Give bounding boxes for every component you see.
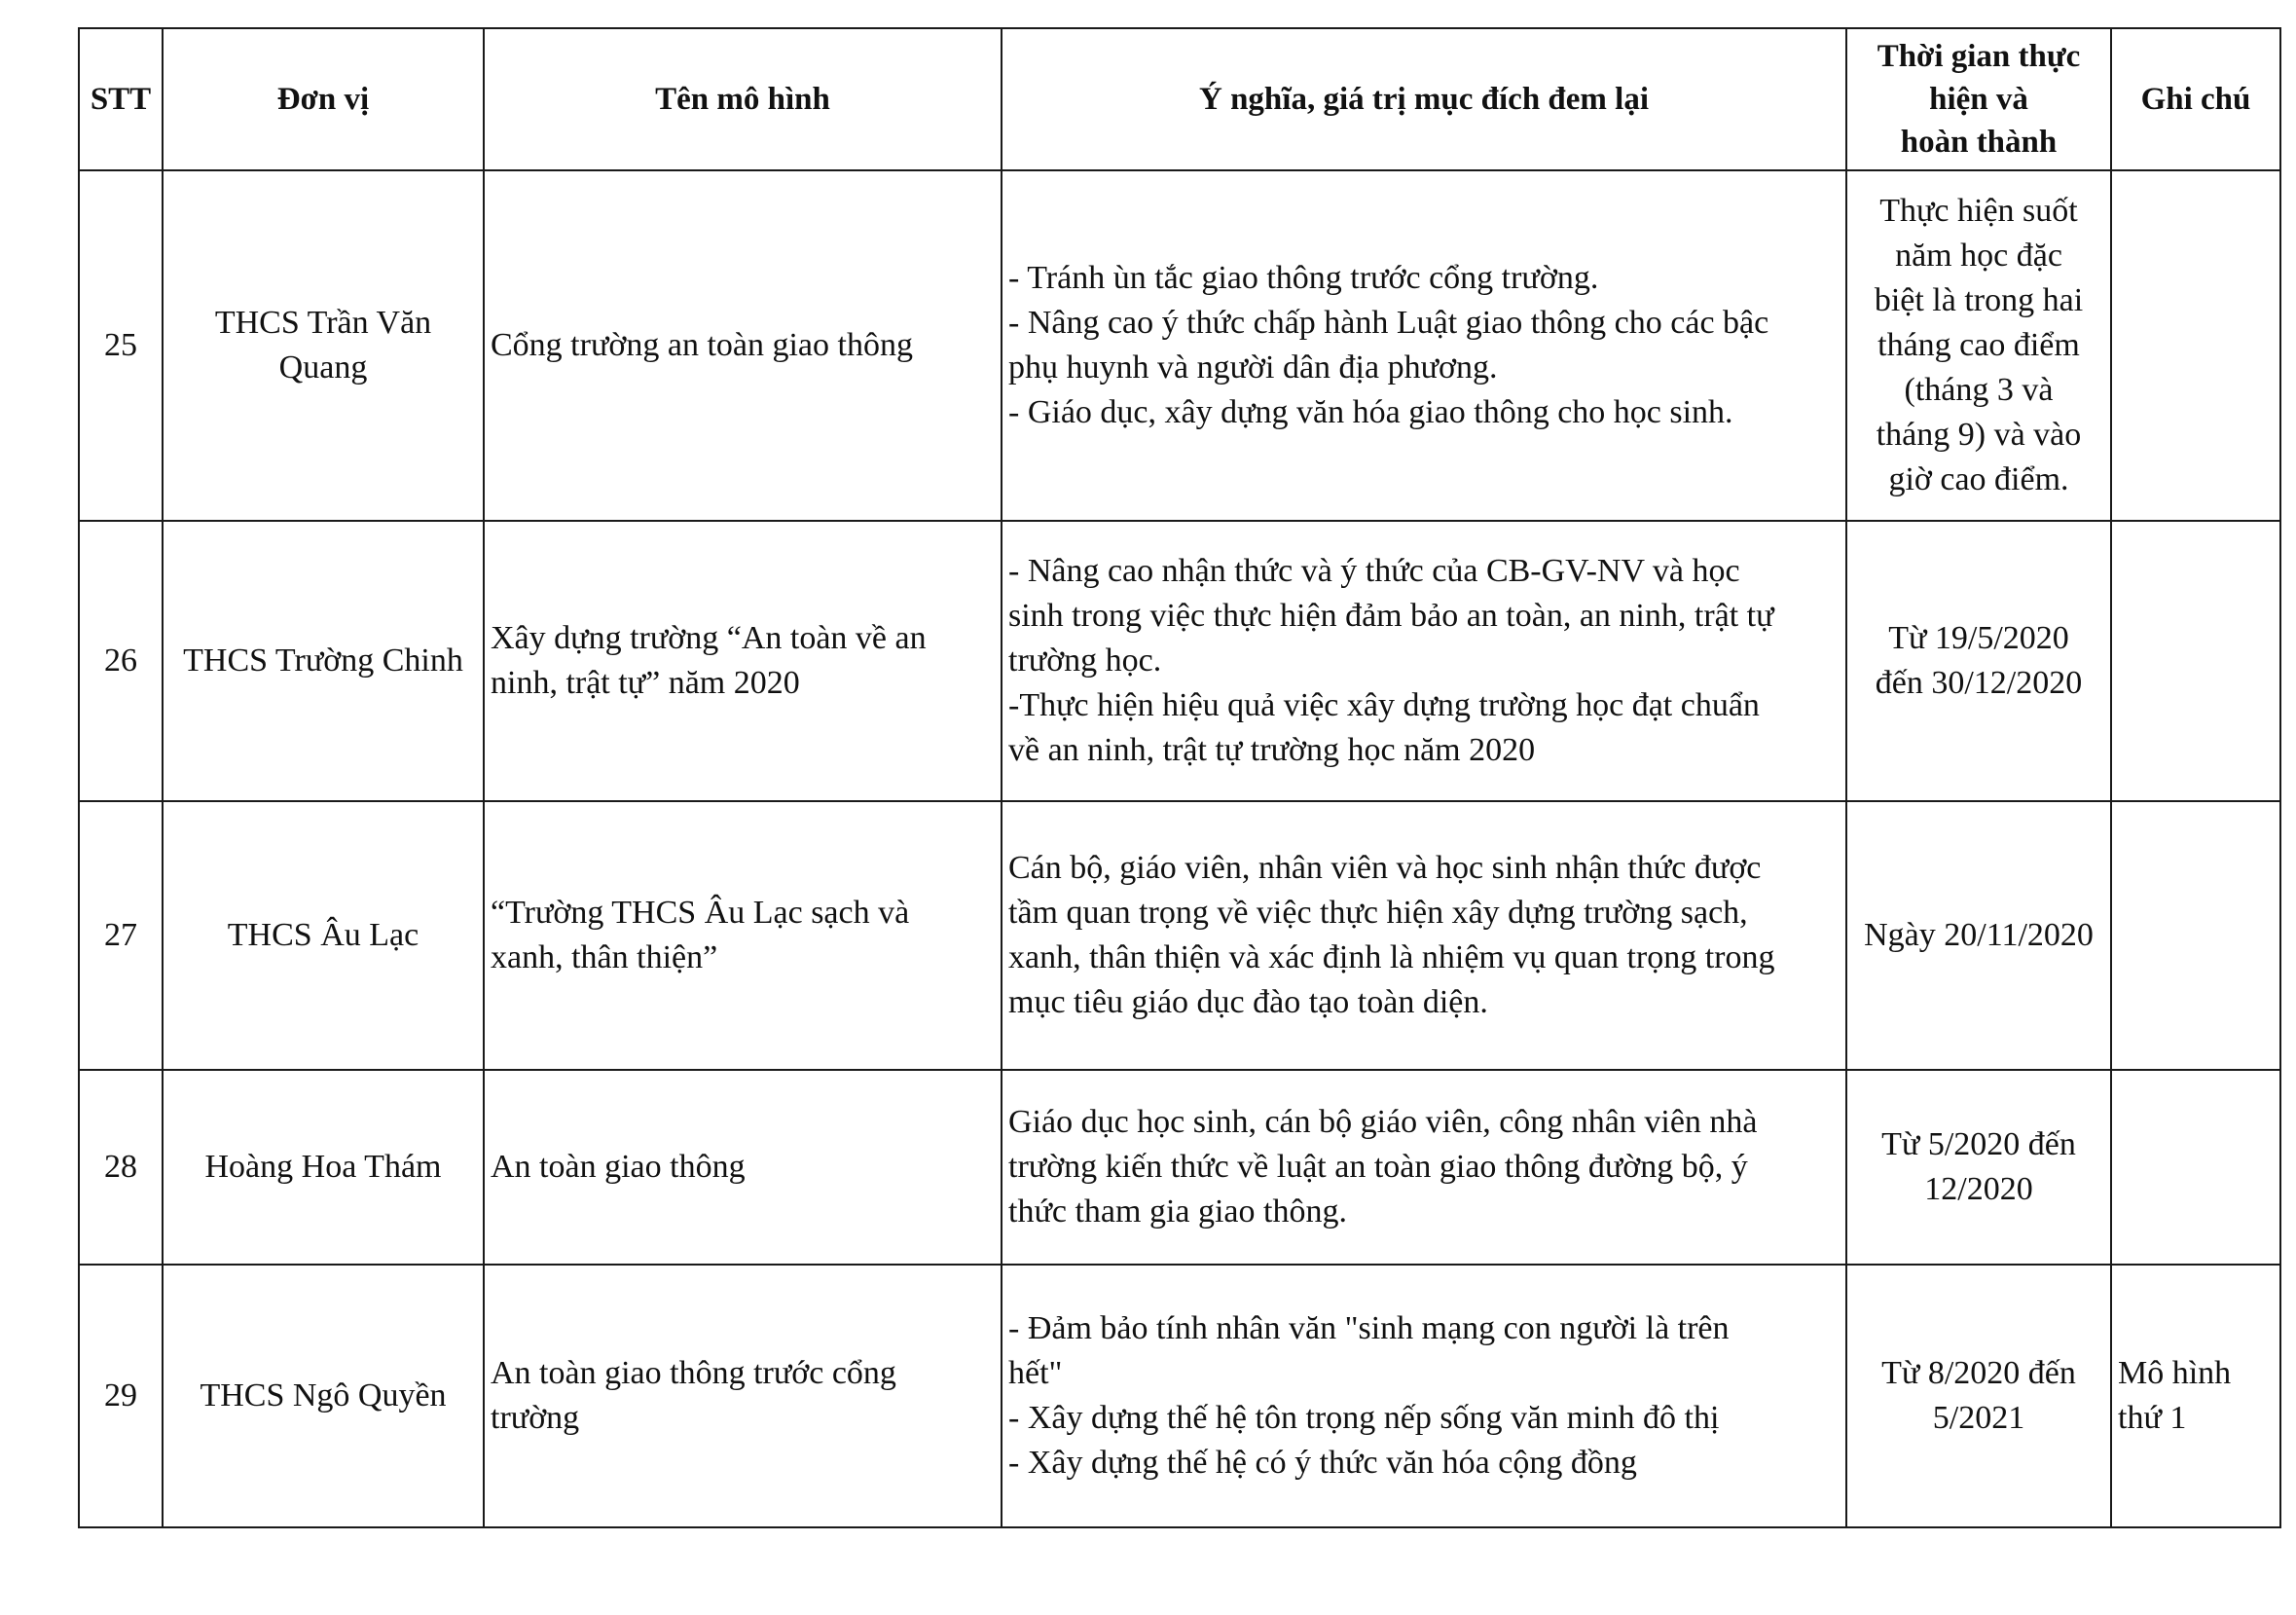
cell-ten-mo-hinh-line: trường	[491, 1400, 580, 1436]
cell-thoi-gian	[1846, 1070, 2111, 1265]
cell-y-nghia-line: sinh trong việc thực hiện đảm bảo an toàn, an ninh, trật tự	[1008, 598, 1774, 634]
cell-y-nghia	[1002, 1265, 1846, 1527]
cell-don-vi	[163, 1265, 484, 1527]
cell-thoi-gian-line: 5/2021	[1932, 1400, 2025, 1436]
cell-ghi-chu	[2111, 1265, 2280, 1527]
cell-ten-mo-hinh-line: xanh, thân thiện”	[491, 939, 718, 975]
cell-y-nghia-line: -Thực hiện hiệu quả việc xây dựng trường học đạt chuẩn	[1008, 687, 1760, 723]
cell-thoi-gian-line: tháng 9) và vào	[1876, 417, 2082, 453]
cell-y-nghia-line: - Giáo dục, xây dựng văn hóa giao thông cho học sinh.	[1008, 394, 1733, 430]
cell-thoi-gian-line: Từ 8/2020 đến	[1881, 1355, 2076, 1391]
header-don-vi: Đơn vị	[163, 28, 484, 170]
cell-thoi-gian-line: Từ 5/2020 đến	[1881, 1126, 2076, 1162]
header-thoi-gian	[1846, 28, 2111, 170]
cell-y-nghia-line: xanh, thân thiện và xác định là nhiệm vụ quan trọng trong	[1008, 939, 1775, 975]
cell-y-nghia-line: phụ huynh và người dân địa phương.	[1008, 349, 1498, 385]
cell-don-vi-line: Hoàng Hoa Thám	[204, 1149, 442, 1185]
cell-thoi-gian-line: Thực hiện suốt	[1879, 193, 2078, 229]
header-stt: STT	[79, 28, 163, 170]
cell-ten-mo-hinh	[484, 801, 1002, 1070]
cell-stt: 28	[79, 1070, 163, 1265]
table-row	[79, 1265, 2280, 1527]
cell-thoi-gian-line: biệt là trong hai	[1874, 282, 2084, 318]
cell-thoi-gian-line: 12/2020	[1924, 1171, 2033, 1207]
cell-thoi-gian-line: đến 30/12/2020	[1875, 665, 2083, 701]
table-row	[79, 521, 2280, 801]
cell-thoi-gian	[1846, 801, 2111, 1070]
cell-ten-mo-hinh	[484, 1265, 1002, 1527]
cell-ghi-chu	[2111, 170, 2280, 521]
cell-y-nghia	[1002, 170, 1846, 521]
cell-y-nghia	[1002, 801, 1846, 1070]
cell-y-nghia-line: hết"	[1008, 1355, 1063, 1391]
cell-y-nghia-line: mục tiêu giáo dục đào tạo toàn diện.	[1008, 984, 1488, 1020]
cell-y-nghia-line: trường học.	[1008, 642, 1162, 679]
cell-stt: 25	[79, 170, 163, 521]
cell-y-nghia-line: - Xây dựng thế hệ có ý thức văn hóa cộng đồng	[1008, 1445, 1637, 1481]
cell-y-nghia-line: - Tránh ùn tắc giao thông trước cổng trường.	[1008, 260, 1599, 296]
cell-don-vi-line: THCS Âu Lạc	[227, 917, 419, 953]
header-thoi-gian-line: hiện và	[1929, 82, 2028, 117]
cell-ten-mo-hinh	[484, 170, 1002, 521]
cell-stt: 26	[79, 521, 163, 801]
cell-stt: 27	[79, 801, 163, 1070]
cell-thoi-gian	[1846, 521, 2111, 801]
cell-ten-mo-hinh-line: Xây dựng trường “An toàn về an	[491, 620, 927, 656]
header-ten-mo-hinh: Tên mô hình	[484, 28, 1002, 170]
cell-thoi-gian	[1846, 170, 2111, 521]
cell-y-nghia-line: - Đảm bảo tính nhân văn "sinh mạng con người là trên	[1008, 1310, 1730, 1346]
cell-y-nghia-line: tầm quan trọng về việc thực hiện xây dựng trường sạch,	[1008, 895, 1748, 931]
cell-y-nghia-line: - Nâng cao nhận thức và ý thức của CB-GV-NV và học	[1008, 553, 1740, 589]
cell-ten-mo-hinh-line: An toàn giao thông	[491, 1149, 746, 1185]
header-thoi-gian-line: Thời gian thực	[1877, 39, 2081, 74]
cell-ghi-chu	[2111, 521, 2280, 801]
table-row	[79, 801, 2280, 1070]
cell-thoi-gian	[1846, 1265, 2111, 1527]
cell-thoi-gian-line: tháng cao điểm	[1877, 327, 2080, 363]
cell-don-vi	[163, 170, 484, 521]
models-table	[78, 27, 2281, 1528]
cell-y-nghia	[1002, 521, 1846, 801]
cell-y-nghia-line: Giáo dục học sinh, cán bộ giáo viên, công nhân viên nhà	[1008, 1104, 1758, 1140]
cell-thoi-gian-line: Ngày 20/11/2020	[1864, 917, 2094, 953]
cell-ten-mo-hinh-line: “Trường THCS Âu Lạc sạch và	[491, 895, 910, 931]
cell-ten-mo-hinh	[484, 521, 1002, 801]
cell-thoi-gian-line: Từ 19/5/2020	[1888, 620, 2069, 656]
cell-y-nghia-line: về an ninh, trật tự trường học năm 2020	[1008, 732, 1536, 768]
cell-don-vi-line: THCS Trần Văn	[214, 305, 432, 341]
cell-don-vi	[163, 521, 484, 801]
cell-ten-mo-hinh	[484, 1070, 1002, 1265]
cell-ten-mo-hinh-line: An toàn giao thông trước cổng	[491, 1355, 896, 1391]
table-row	[79, 1070, 2280, 1265]
header-thoi-gian-line: hoàn thành	[1900, 125, 2058, 160]
cell-thoi-gian-line: năm học đặc	[1895, 238, 2062, 274]
header-ghi-chu: Ghi chú	[2111, 28, 2280, 170]
cell-ten-mo-hinh-line: Cổng trường an toàn giao thông	[491, 327, 913, 363]
header-y-nghia: Ý nghĩa, giá trị mục đích đem lại	[1002, 28, 1846, 170]
cell-y-nghia-line: - Xây dựng thế hệ tôn trọng nếp sống văn minh đô thị	[1008, 1400, 1720, 1436]
cell-don-vi	[163, 801, 484, 1070]
cell-stt: 29	[79, 1265, 163, 1527]
table-body	[79, 170, 2280, 1527]
cell-thoi-gian-line: (tháng 3 và	[1904, 372, 2054, 408]
cell-y-nghia	[1002, 1070, 1846, 1265]
cell-y-nghia-line: trường kiến thức về luật an toàn giao thông đường bộ, ý	[1008, 1149, 1748, 1185]
header-row	[79, 28, 2280, 170]
cell-y-nghia-line: thức tham gia giao thông.	[1008, 1193, 1347, 1230]
cell-don-vi	[163, 1070, 484, 1265]
cell-thoi-gian-line: giờ cao điểm.	[1888, 461, 2069, 497]
cell-y-nghia-line: - Nâng cao ý thức chấp hành Luật giao thông cho các bậc	[1008, 305, 1769, 341]
cell-don-vi-line: THCS Trường Chinh	[183, 642, 463, 679]
table-row	[79, 170, 2280, 521]
cell-ghi-chu	[2111, 1070, 2280, 1265]
cell-ghi-chu	[2111, 801, 2280, 1070]
cell-ghi-chu-line: Mô hình	[2118, 1355, 2232, 1391]
cell-ghi-chu-line: thứ 1	[2118, 1400, 2187, 1436]
cell-ten-mo-hinh-line: ninh, trật tự” năm 2020	[491, 665, 800, 701]
document-page	[78, 27, 2279, 1528]
cell-don-vi-line: THCS Ngô Quyền	[200, 1377, 447, 1413]
cell-don-vi-line: Quang	[278, 349, 368, 385]
cell-y-nghia-line: Cán bộ, giáo viên, nhân viên và học sinh nhận thức được	[1008, 850, 1762, 886]
